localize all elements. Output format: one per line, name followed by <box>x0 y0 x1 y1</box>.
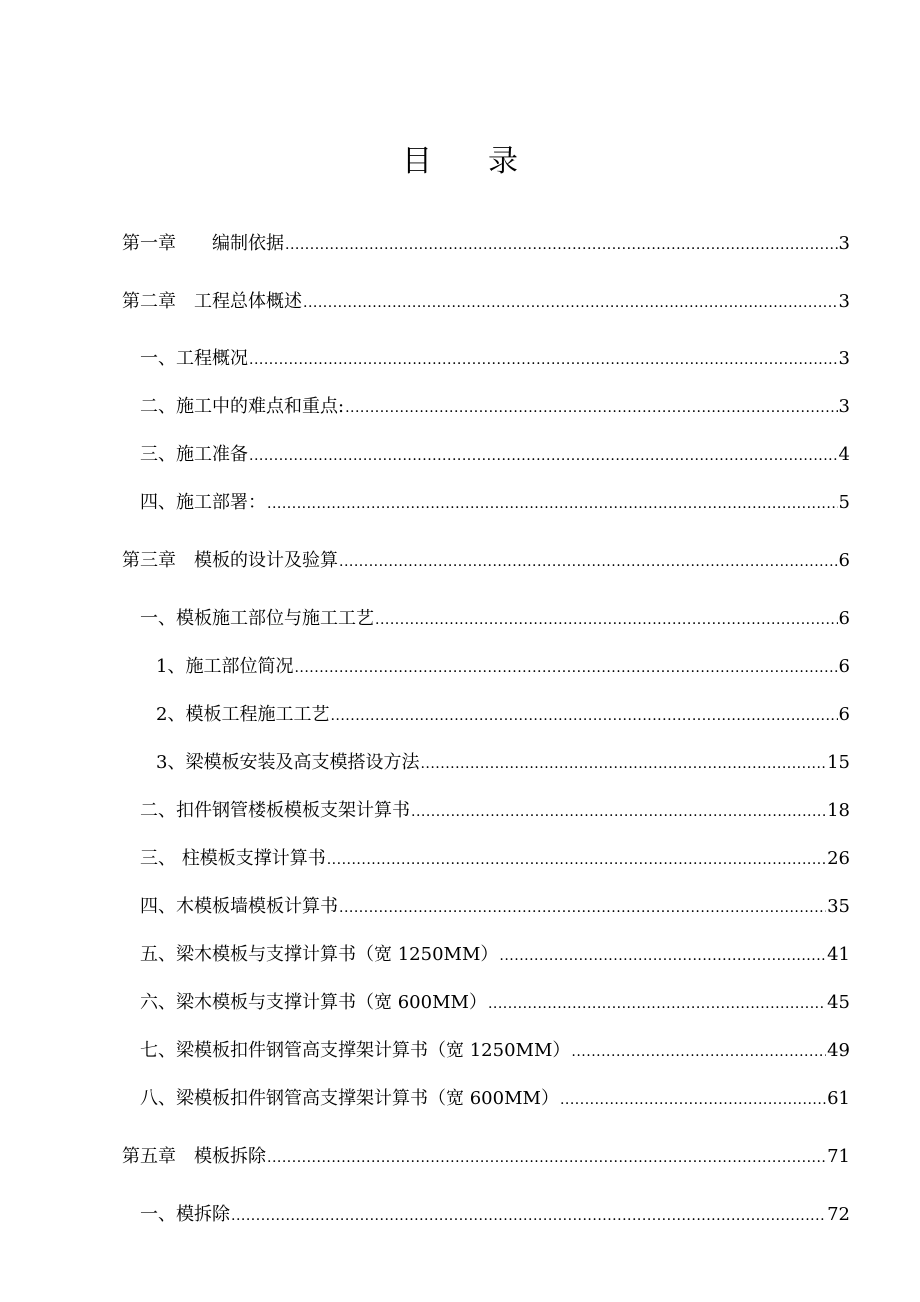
toc-page: 3 <box>838 348 850 369</box>
toc-leader <box>345 393 837 423</box>
toc-label: 第五章 模板拆除 <box>122 1146 266 1167</box>
toc-entry[interactable] <box>0 440 920 470</box>
toc-label: 二、施工中的难点和重点: <box>140 396 345 417</box>
toc-leader <box>339 893 826 923</box>
toc-entry[interactable] <box>0 892 920 922</box>
toc-entry[interactable] <box>0 1036 920 1066</box>
toc-page: 4 <box>838 444 850 465</box>
toc-label: 1、施工部位简况 <box>156 656 294 677</box>
toc-page: 5 <box>838 492 850 513</box>
toc-page: 49 <box>827 1040 850 1061</box>
toc-entry[interactable] <box>0 844 920 874</box>
toc-page: 6 <box>838 608 850 629</box>
toc-leader <box>249 441 838 471</box>
toc-label: 三、施工准备 <box>140 444 248 465</box>
toc-page: 15 <box>827 752 850 773</box>
toc-entry[interactable] <box>0 229 920 259</box>
title-char-1: 目 <box>402 144 432 179</box>
toc-leader <box>330 701 837 731</box>
toc-entry[interactable] <box>0 940 920 970</box>
toc-leader <box>411 797 826 827</box>
toc-page: 3 <box>838 396 850 417</box>
toc-entry[interactable] <box>0 988 920 1018</box>
toc-label: 一、模拆除 <box>140 1204 230 1225</box>
toc-leader <box>420 749 826 779</box>
toc-entry[interactable] <box>0 488 920 518</box>
page-title <box>0 142 920 182</box>
toc-page: 45 <box>827 992 850 1013</box>
toc-page: 6 <box>838 550 850 571</box>
toc-page: 41 <box>827 944 850 965</box>
toc-entry[interactable] <box>0 604 920 634</box>
toc-leader <box>249 345 838 375</box>
toc-leader <box>560 1085 826 1115</box>
toc-entry[interactable] <box>0 392 920 422</box>
toc-page: 18 <box>827 800 850 821</box>
toc-label: 一、工程概况 <box>140 348 248 369</box>
toc-label: 八、梁模板扣件钢管高支撑架计算书（宽 600MM） <box>140 1088 559 1109</box>
toc-leader <box>267 1143 826 1173</box>
toc-entry[interactable] <box>0 287 920 317</box>
toc-page: 61 <box>827 1088 850 1109</box>
toc-entry[interactable] <box>0 344 920 374</box>
toc-entry[interactable] <box>0 1142 920 1172</box>
toc-leader <box>375 605 838 635</box>
toc-leader <box>488 989 826 1019</box>
title-char-2: 录 <box>488 144 518 179</box>
toc-label: 七、梁模板扣件钢管高支撑架计算书（宽 1250MM） <box>140 1040 571 1061</box>
toc-entry[interactable] <box>0 796 920 826</box>
toc-label: 3、梁模板安装及高支模搭设方法 <box>156 752 420 773</box>
toc-label: 一、模板施工部位与施工工艺 <box>140 608 374 629</box>
toc-label: 第一章 编制依据 <box>122 233 284 254</box>
toc-label: 四、施工部署： <box>140 492 266 513</box>
toc-label: 六、梁木模板与支撑计算书（宽 600MM） <box>140 992 487 1013</box>
toc-page: 71 <box>827 1146 850 1167</box>
toc-leader <box>339 547 838 577</box>
toc-label: 2、模板工程施工工艺 <box>156 704 330 725</box>
toc-leader <box>327 845 826 875</box>
toc-page: 26 <box>827 848 850 869</box>
toc-label: 五、梁木模板与支撑计算书（宽 1250MM） <box>140 944 499 965</box>
toc-page: 35 <box>827 896 850 917</box>
toc-leader <box>231 1201 826 1231</box>
toc-leader <box>267 489 838 519</box>
toc-leader <box>571 1037 826 1067</box>
toc-label: 四、木模板墙模板计算书 <box>140 896 338 917</box>
toc-label: 三、 柱模板支撑计算书 <box>140 848 326 869</box>
toc-page: 72 <box>827 1204 850 1225</box>
toc-page: 3 <box>838 291 850 312</box>
toc-page: 3 <box>838 233 850 254</box>
toc-leader <box>285 230 838 260</box>
toc-leader <box>303 288 838 318</box>
toc-entry[interactable] <box>0 1200 920 1230</box>
toc-leader <box>499 941 826 971</box>
toc-entry[interactable] <box>0 546 920 576</box>
toc-label: 第二章 工程总体概述 <box>122 291 302 312</box>
toc-label: 二、扣件钢管楼板模板支架计算书 <box>140 800 410 821</box>
toc-leader <box>294 653 837 683</box>
toc-entry[interactable] <box>0 700 920 730</box>
toc-page: 6 <box>838 656 850 677</box>
toc-entry[interactable] <box>0 748 920 778</box>
toc-page: 6 <box>838 704 850 725</box>
toc-entry[interactable] <box>0 1084 920 1114</box>
toc-label: 第三章 模板的设计及验算 <box>122 550 338 571</box>
toc-entry[interactable] <box>0 652 920 682</box>
